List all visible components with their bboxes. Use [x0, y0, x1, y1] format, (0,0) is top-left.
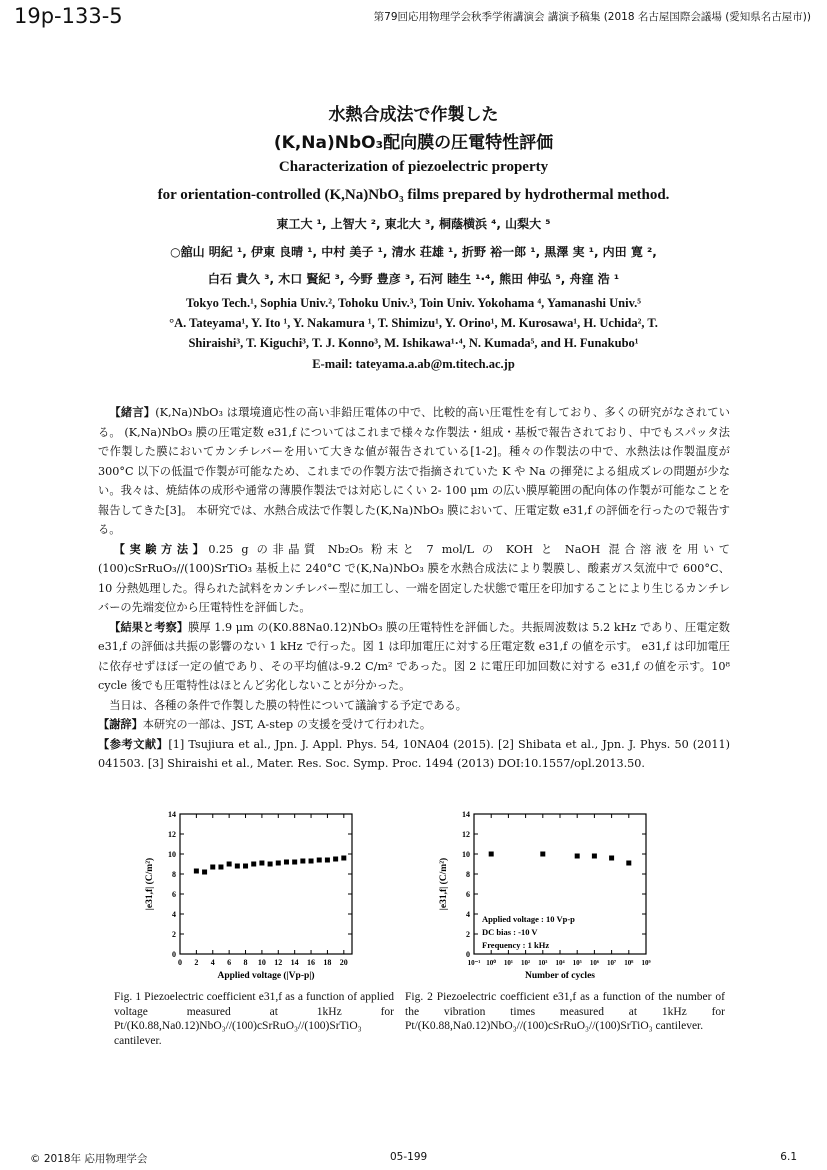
- authors-en-line2: Shiraishi³, T. Kiguchi³, T. J. Konno³, M. Ishikawa¹·⁴, N. Kumada⁵, and H. Funakubo¹: [188, 336, 639, 350]
- y-tick-label: 4: [466, 910, 470, 919]
- ref-paragraph: [98, 735, 730, 774]
- data-point: [341, 856, 346, 861]
- data-point: [592, 854, 597, 859]
- title-en-line1: Characterization of piezoelectric property: [278, 159, 549, 175]
- y-tick-label: 8: [466, 870, 470, 879]
- y-tick-label: 2: [172, 930, 176, 939]
- x-tick-label: 14: [290, 958, 299, 967]
- data-point: [210, 865, 215, 870]
- conference-header: 第79回応用物理学会秋季学術講演会 講演予稿集 (2018 名古屋国際会議場 (愛知県名古屋市)): [373, 11, 811, 23]
- email: E-mail: tateyama.a.ab@m.titech.ac.jp: [312, 357, 515, 371]
- y-axis-label: |e31,f| (C/m²): [439, 857, 449, 911]
- data-point: [609, 856, 614, 861]
- y-tick-label: 6: [172, 890, 176, 899]
- x-tick-label: 10⁷: [607, 959, 617, 967]
- data-point: [276, 861, 281, 866]
- authors-ja-line1: ○舘山 明紀 ¹, 伊東 良晴 ¹, 中村 美子 ¹, 清水 荘雄 ¹, 折野 裕一郎 ¹, 黒澤 実 ¹, 内田 寛 ²,: [170, 245, 657, 259]
- data-point: [227, 862, 232, 867]
- authors-en-line1: °A. Tateyama¹, Y. Ito ¹, Y. Nakamura ¹, T. Shimizu¹, Y. Orino¹, M. Kurosawa¹, H. Uchida², T.: [169, 316, 658, 330]
- figure-2-caption: Fig. 2 Piezoelectric coefficient e31,f as a function of the number of the vibration times measured at 1kHz for Pt/(K0.88,Na0.12)NbO₃//(100)cSrRuO₃//(100)SrTiO₃ cantilever.: [405, 991, 725, 1032]
- x-tick-label: 16: [307, 958, 316, 967]
- data-point: [218, 865, 223, 870]
- title-ja-line1: 水熱合成法で作製した: [328, 105, 499, 125]
- ack-text: 本研究の一部は、JST, A-step の支援を受けて行われた。: [142, 718, 432, 731]
- copyright: © 2018年 応用物理学会: [30, 1153, 148, 1165]
- data-point: [317, 858, 322, 863]
- y-tick-label: 14: [168, 810, 176, 819]
- y-tick-label: 2: [466, 930, 470, 939]
- data-point: [292, 860, 297, 865]
- ack-label: 【謝辞】: [98, 718, 143, 731]
- y-tick-label: 10: [462, 850, 470, 859]
- x-tick-label: 6: [227, 958, 232, 967]
- body-text: [98, 403, 730, 774]
- x-tick-label: 8: [243, 958, 248, 967]
- y-tick-label: 4: [172, 910, 176, 919]
- data-point: [540, 852, 545, 857]
- data-point: [235, 864, 240, 869]
- x-tick-label: 4: [210, 958, 215, 967]
- data-point: [325, 858, 330, 863]
- figure-1-chart: [138, 808, 368, 983]
- result-label: 【結果と考察】: [109, 620, 189, 634]
- data-point: [626, 861, 631, 866]
- title-ja-line2: (K,Na)NbO₃配向膜の圧電特性評価: [273, 133, 554, 153]
- chart-annotation: Frequency : 1 kHz: [482, 940, 550, 950]
- x-tick-label: 10⁶: [589, 959, 599, 967]
- data-point: [251, 862, 256, 867]
- x-tick-label: 10⁹: [641, 959, 651, 967]
- data-point: [300, 859, 305, 864]
- affiliations-en: Tokyo Tech.¹, Sophia Univ.², Tohoku Univ.³, Toin Univ. Yokohama ⁴, Yamanashi Univ.⁵: [185, 296, 642, 310]
- result-text: 膜厚 1.9 μm の(K0.88Na0.12)NbO₃ 膜の圧電特性を評価した。共振周波数は 5.2 kHz であり、圧電定数 e31,f の評価は共振の影響のない 1 kHz で行った。図 1 は印加電圧に対する圧電定数 e31,f の値を示す。 e31,f は印加電圧に依存せずほぼ一定の値であり、その平均値は-9.2 C/m² であった。図 2 に電圧印加回数に対する e31,f の値を示す。10⁸ cycle 後でも圧電特性はほとんど劣化しないことが分かった。: [98, 620, 730, 692]
- x-axis-label: Number of cycles: [524, 971, 596, 981]
- y-tick-label: 14: [462, 810, 470, 819]
- intro-text: (K,Na)NbO₃ は環境適応性の高い非鉛圧電体の中で、比較的高い圧電性を有しており、多くの研究がなされている。 (K,Na)NbO₃ 膜の圧電定数 e31,f についてはこれまで様々な作製法・組成・基板で報告されており、中でもスパッタ法で作製した膜においてカンチレバーを用いて大きな値が報告されている[1-2]。種々の作製法の中で、水熱法は作製温度が 300°C 以下の低温で作製が可能なため、これまでの作製方法で指摘されていた K や Na の揮発による組成ズレの問題が少ない。我々は、焼結体の成形や通常の薄膜作製法では対応しにくい 2- 100 μm の広い膜厚範囲の配向体の作製が可能なことを報告してきた[3]。 本研究では、水熱合成法で作製した(K,Na)NbO₃ 膜において、圧電定数 e31,f の評価を行ったので報告する。: [98, 406, 730, 536]
- ack-paragraph: [98, 715, 730, 735]
- y-axis-label: |e31,f| (C/m²): [145, 857, 155, 911]
- x-tick-label: 10⁴: [555, 959, 565, 967]
- title-en-line2: for orientation-controlled (K,Na)NbO₃ films prepared by hydrothermal method.: [157, 187, 670, 203]
- future-paragraph: [98, 696, 730, 716]
- paper-id: 19p-133-5: [14, 4, 123, 28]
- method-label: 【実験方法】: [109, 542, 209, 556]
- ref-label: 【参考文献】: [98, 737, 169, 751]
- result-paragraph: [98, 618, 730, 696]
- chart-annotation: DC bias : -10 V: [482, 927, 538, 937]
- x-tick-label: 10³: [538, 959, 548, 967]
- page-number: 05-199: [390, 1151, 428, 1163]
- section-number: 6.1: [780, 1151, 797, 1163]
- figure-2-chart: [432, 808, 662, 983]
- x-tick-label: 18: [323, 958, 332, 967]
- affiliations-ja: 東工大 ¹, 上智大 ², 東北大 ³, 桐蔭横浜 ⁴, 山梨大 ⁵: [276, 217, 551, 231]
- data-point: [243, 864, 248, 869]
- figure-1-caption: Fig. 1 Piezoelectric coefficient e31,f as a function of applied voltage measured at 1kHz for Pt/(K0.88,Na0.12)NbO₃//(100)cSrRuO₃//(100)SrTiO₃ cantilever.: [114, 991, 394, 1047]
- x-tick-label: 20: [339, 958, 348, 967]
- y-tick-label: 12: [462, 830, 470, 839]
- x-tick-label: 10¹: [503, 959, 513, 967]
- data-point: [259, 861, 264, 866]
- x-tick-label: 2: [194, 958, 199, 967]
- authors-ja-line2: 白石 貴久 ³, 木口 賢紀 ³, 今野 豊彦 ³, 石河 睦生 ¹·⁴, 熊田 伸弘 ⁵, 舟窪 浩 ¹: [207, 272, 620, 286]
- y-tick-label: 0: [466, 950, 470, 959]
- chart-annotation: Applied voltage : 10 Vp-p: [482, 914, 575, 924]
- method-paragraph: [98, 540, 730, 618]
- plot-frame: [180, 814, 352, 954]
- data-point: [284, 860, 289, 865]
- y-tick-label: 6: [466, 890, 470, 899]
- data-point: [202, 870, 207, 875]
- x-tick-label: 10⁻¹: [467, 959, 481, 967]
- x-tick-label: 10⁸: [624, 959, 634, 967]
- data-point: [268, 862, 273, 867]
- y-tick-label: 8: [172, 870, 176, 879]
- x-tick-label: 0: [178, 958, 182, 967]
- x-tick-label: 10²: [521, 959, 531, 967]
- data-point: [333, 857, 338, 862]
- ref-text: [1] Tsujiura et al., Jpn. J. Appl. Phys. 54, 10NA04 (2015). [2] Shibata et al., Jpn. J. Phys. 50 (2011) 041503. [3] Shiraishi et al., Mater. Res. Soc. Symp. Proc. 1494 (2013) DOI:10.1557/opl.2013.50.: [98, 737, 730, 770]
- data-point: [575, 854, 580, 859]
- intro-paragraph: [98, 403, 730, 540]
- data-point: [489, 852, 494, 857]
- x-tick-label: 12: [274, 958, 283, 967]
- y-tick-label: 12: [168, 830, 176, 839]
- intro-label: 【緒言】: [109, 406, 156, 419]
- y-tick-label: 10: [168, 850, 176, 859]
- x-tick-label: 10: [257, 958, 266, 967]
- method-text: 0.25 g の非晶質 Nb₂O₅ 粉末と 7 mol/L の KOH と NaOH 混合溶液を用いて (100)cSrRuO₃//(100)SrTiO₃ 基板上に 240°C で(K,Na)NbO₃ 膜を水熱合成法により製膜し、酸素ガス気流中で 600°C、10 分熱処理した。得られた試料をカンチレバー型に加工し、一端を固定した状態で電圧を印加することにより生じるカンチレバーの先端変位から圧電特性を評価した。: [98, 542, 730, 614]
- data-point: [194, 869, 199, 874]
- x-axis-label: Applied voltage (|Vp-p|): [217, 971, 315, 981]
- y-tick-label: 0: [172, 950, 176, 959]
- x-tick-label: 10⁰: [486, 959, 497, 967]
- future-text: 当日は、各種の条件で作製した膜の特性について議論する予定である。: [109, 698, 467, 712]
- x-tick-label: 10⁵: [572, 959, 582, 967]
- data-point: [309, 859, 314, 864]
